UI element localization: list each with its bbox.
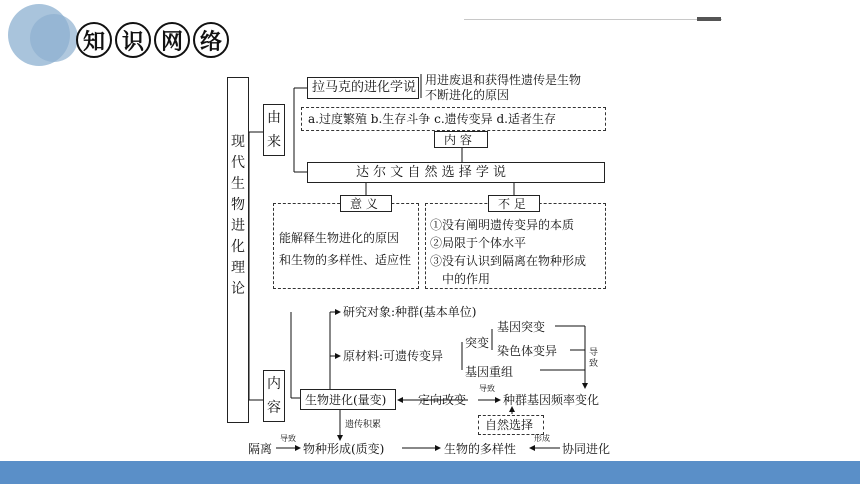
footer-bar: [0, 461, 860, 484]
directional-change: 定向改变: [418, 393, 467, 407]
coevolution: 协同进化: [562, 442, 611, 456]
shortcoming-tag: 不 足: [498, 197, 526, 211]
genetic-accumulation: 遗传积累: [345, 420, 382, 430]
mutation: 突变: [465, 336, 490, 350]
significance-tag: 意 义: [350, 197, 378, 211]
natural-selection: 自然选择: [485, 418, 534, 432]
lamarck-note-line1: 用进废退和获得性遗传是生物: [425, 73, 582, 87]
significance-line2: 和生物的多样性、适应性: [279, 253, 412, 267]
isolation: 隔离: [248, 442, 273, 456]
biodiversity: 生物的多样性: [444, 442, 517, 456]
darwin-points: a.过度繁殖 b.生存斗争 c.遗传变异 d.适者生存: [308, 112, 556, 126]
leads-to-2: 导致: [280, 434, 296, 443]
research-object: 研究对象:种群(基本单位): [343, 305, 477, 319]
shortcoming-line1: ①没有阐明遗传变异的本质: [430, 218, 575, 232]
title-char: 络: [193, 22, 229, 58]
evolution: 生物进化(量变): [305, 393, 387, 407]
gene-recombination: 基因重组: [465, 365, 514, 379]
shortcoming-line2: ②局限于个体水平: [430, 236, 527, 250]
speciation: 物种形成(质变): [303, 442, 385, 456]
content-tag: 内 容: [444, 133, 472, 147]
lamarck-label: 拉马克的进化学说: [312, 80, 417, 95]
forms: 形成: [534, 434, 550, 443]
gene-frequency-change: 种群基因频率变化: [503, 393, 600, 407]
content-label: 内 容: [267, 376, 281, 416]
origin-label: 由 来: [267, 110, 281, 150]
chromosome-variation: 染色体变异: [497, 344, 558, 358]
shortcoming-line3: ③没有认识到隔离在物种形成: [430, 254, 587, 268]
leads-to-vertical: 导致: [589, 348, 599, 369]
raw-material: 原材料:可遗传变异: [343, 349, 444, 363]
title-char: 网: [154, 22, 190, 58]
title-char: 知: [76, 22, 112, 58]
gene-mutation: 基因突变: [497, 320, 546, 334]
significance-box: [273, 203, 419, 289]
darwin-label: 达 尔 文 自 然 选 择 学 说: [356, 165, 507, 180]
main-title: 现 代 生 物 进 化 理 论: [231, 134, 245, 297]
leads-to: 导致: [479, 384, 495, 393]
title-char: 识: [115, 22, 151, 58]
shortcoming-line4: 中的作用: [442, 272, 491, 286]
lamarck-note-line2: 不断进化的原因: [425, 88, 510, 102]
significance-line1: 能解释生物进化的原因: [279, 231, 400, 245]
